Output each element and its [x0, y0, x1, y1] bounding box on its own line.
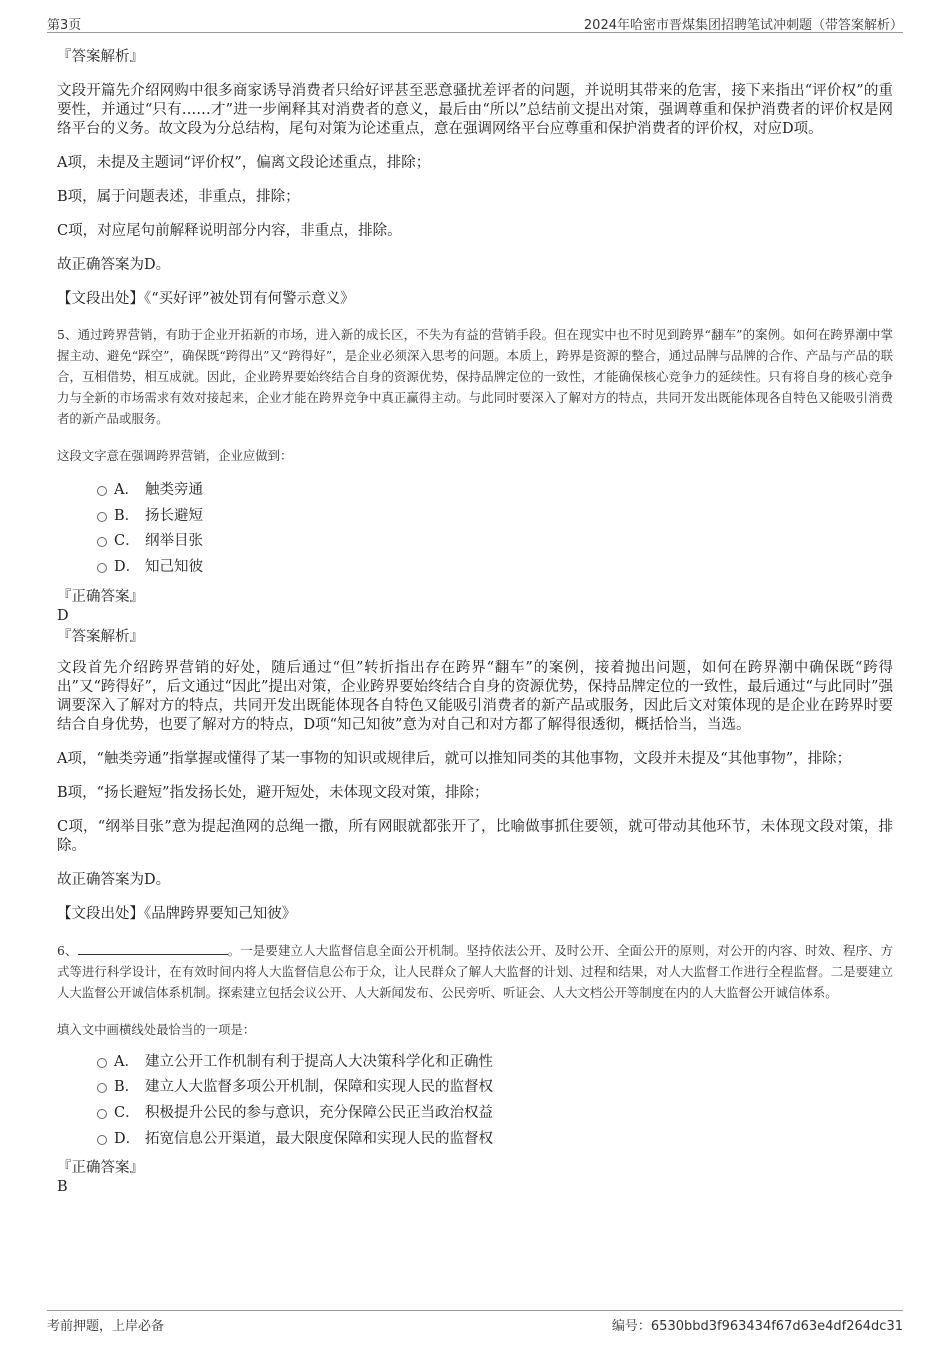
- radio-icon[interactable]: [97, 563, 107, 573]
- q6-correct-answer: B: [57, 1178, 68, 1195]
- option-letter: D．: [114, 559, 141, 576]
- q5-analysis-paragraph: 文段首先介绍跨界营销的好处，随后通过“但”转折指出存在跨界“翻车”的案例，接着抛出问题，如何在跨界潮中确保既“跨得出”又“跨得好”，后文通过“因此”提出对策，企业跨界要始终结合自身的资源优势，保持品牌定位的一致性，最后通过“与此同时”强调要深入了解对方的特点，共同开发出既能体现各自特色又能吸引消费者的新产品或服务，因此后文对策体现的是企业在跨界时要结合自身优势，也要了解对方的特点，D项“知己知彼”意为对自己和对方都了解得很透彻，概括恰当，当选。: [57, 659, 893, 733]
- q5-source: 【文段出处】《品牌跨界要知己知彼》: [57, 905, 297, 922]
- q5-option-c[interactable]: [57, 529, 893, 555]
- option-text: 积极提升公民的参与意识，充分保障公民正当政治权益: [145, 1105, 493, 1122]
- q4-source: 【文段出处】《“买好评”被处罚有何警示意义》: [57, 291, 355, 307]
- q6-option-c[interactable]: [57, 1101, 893, 1127]
- option-letter: B．: [114, 1079, 140, 1096]
- q5-analysis-option-a: A项，“触类旁通”指掌握或懂得了某一事物的知识或规律后，就可以推知同类的其他事物，文段并未提及“其他事物”，排除；: [57, 750, 852, 767]
- q6-option-b[interactable]: [57, 1075, 893, 1101]
- q5-prompt: 这段文字意在强调跨界营销，企业应做到：: [57, 448, 293, 463]
- option-text: 建立公开工作机制有利于提高人大决策科学化和正确性: [145, 1053, 493, 1070]
- q4-analysis-label: 『答案解析』: [57, 49, 144, 65]
- q5-correct-answer: D: [57, 607, 69, 624]
- q6-prompt: 填入文中画横线处最恰当的一项是：: [57, 1021, 256, 1037]
- radio-icon[interactable]: [97, 1135, 107, 1145]
- radio-icon[interactable]: [97, 1058, 107, 1068]
- option-text: 纲举目张: [145, 533, 203, 550]
- q6-option-d[interactable]: [57, 1127, 893, 1153]
- radio-icon[interactable]: [97, 1109, 107, 1119]
- option-letter: C．: [114, 1105, 140, 1122]
- page-header: [47, 12, 903, 33]
- q5-option-d[interactable]: [57, 555, 893, 581]
- page-number: 第3页: [47, 18, 82, 33]
- option-text: 建立人大监督多项公开机制，保障和实现人民的监督权: [145, 1079, 493, 1096]
- document-title: 2024年哈密市晋煤集团招聘笔试冲刺题（带答案解析）: [583, 18, 903, 33]
- q6-number: 6、: [57, 942, 78, 958]
- option-text: 拓宽信息公开渠道，最大限度保障和实现人民的监督权: [145, 1130, 493, 1147]
- option-text: 知己知彼: [145, 559, 203, 576]
- q5-analysis-option-c: C项，“纲举目张”意为提起渔网的总绳一撒，所有网眼就都张开了，比喻做事抓住要领，就可带动其他环节，未体现文段对策，排除。: [57, 818, 893, 854]
- q5-option-b[interactable]: [57, 504, 893, 530]
- q5-analysis-label: 『答案解析』: [57, 628, 144, 645]
- q6-options: [57, 1050, 893, 1153]
- q6-option-a[interactable]: [57, 1050, 893, 1076]
- page-content: [57, 44, 893, 1197]
- q5-conclusion: 故正确答案为D。: [57, 871, 171, 888]
- fill-in-blank: [78, 942, 228, 955]
- q5-option-a[interactable]: [57, 478, 893, 504]
- q4-analysis-option-c: C项，对应尾句前解释说明部分内容，非重点，排除。: [57, 223, 402, 239]
- radio-icon[interactable]: [97, 1083, 107, 1093]
- q6-correct-label: 『正确答案』: [57, 1159, 144, 1176]
- q5-correct-label: 『正确答案』: [57, 588, 144, 605]
- q5-stem: 5、通过跨界营销，有助于企业开拓新的市场，进入新的成长区，不失为有益的营销手段。但在现实中也不时见到跨界“翻车”的案例。如何在跨界潮中掌握主动、避免“踩空”，确保既“跨得出”又“跨得好”，是企业必须深入思考的问题。本质上，跨界是资源的整合，通过品牌与品牌的合作、产品与产品的联合，互相借势，相互成就。因此，企业跨界要始终结合自身的资源优势，保持品牌定位的一致性，才能确保核心竞争力的延续性。只有将自身的核心竞争力与全新的市场需求有效对接起来，企业才能在跨界竞争中真正赢得主动。与此同时要深入了解对方的特点，共同开发出既能体现各自特色又能吸引消费者的新产品或服务。: [57, 327, 893, 426]
- radio-icon[interactable]: [97, 537, 107, 547]
- document-id: 编号：6530bbd3f963434f67d63e4df264dc31: [611, 1319, 903, 1334]
- radio-icon[interactable]: [97, 512, 107, 522]
- q5-analysis-option-b: B项，“扬长避短”指发扬长处，避开短处，未体现文段对策，排除；: [57, 784, 489, 801]
- q5-options: [57, 478, 893, 581]
- q4-conclusion: 故正确答案为D。: [57, 257, 171, 273]
- option-text: 触类旁通: [145, 482, 203, 498]
- radio-icon[interactable]: [97, 486, 107, 496]
- q4-analysis-option-b: B项，属于问题表述，非重点，排除；: [57, 189, 300, 205]
- option-letter: D．: [114, 1130, 141, 1147]
- option-text: 扬长避短: [145, 507, 203, 524]
- footer-slogan: 考前押题，上岸必备: [47, 1319, 165, 1334]
- option-letter: C．: [114, 533, 140, 550]
- option-letter: B．: [114, 507, 140, 524]
- q6-stem: [57, 940, 893, 1003]
- q4-analysis-paragraph: 文段开篇先介绍网购中很多商家诱导消费者只给好评甚至恶意骚扰差评者的问题，并说明其带来的危害，接下来指出“评价权”的重要性，并通过“只有……才”进一步阐释其对消费者的意义，最后由“所以”总结前文提出对策，强调尊重和保护消费者的评价权是网络平台的义务。故文段为分总结构，尾句对策为论述重点，意在强调网络平台应尊重和保护消费者的评价权，对应D项。: [57, 83, 893, 137]
- page-footer: [47, 1310, 903, 1337]
- q6-stem-text: 。一是要建立人大监督信息全面公开机制。坚持依法公开、及时公开、全面公开的原则，对公开的内容、时效、程序、方式等进行科学设计，在有效时间内将人大监督信息公布于众，让人民群众了解人大监督的计划、过程和结果，对人大监督工作进行全程监督。二是要建立人大监督公开诚信体系机制。探索建立包括会议公开、人大新闻发布、公民旁听、听证会、人大文档公开等制度在内的人大监督公开诚信体系。: [57, 942, 893, 1000]
- option-letter: A．: [114, 1053, 139, 1070]
- option-letter: A．: [114, 482, 139, 498]
- q4-analysis-option-a: A项，未提及主题词“评价权”，偏离文段论述重点，排除；: [57, 155, 431, 171]
